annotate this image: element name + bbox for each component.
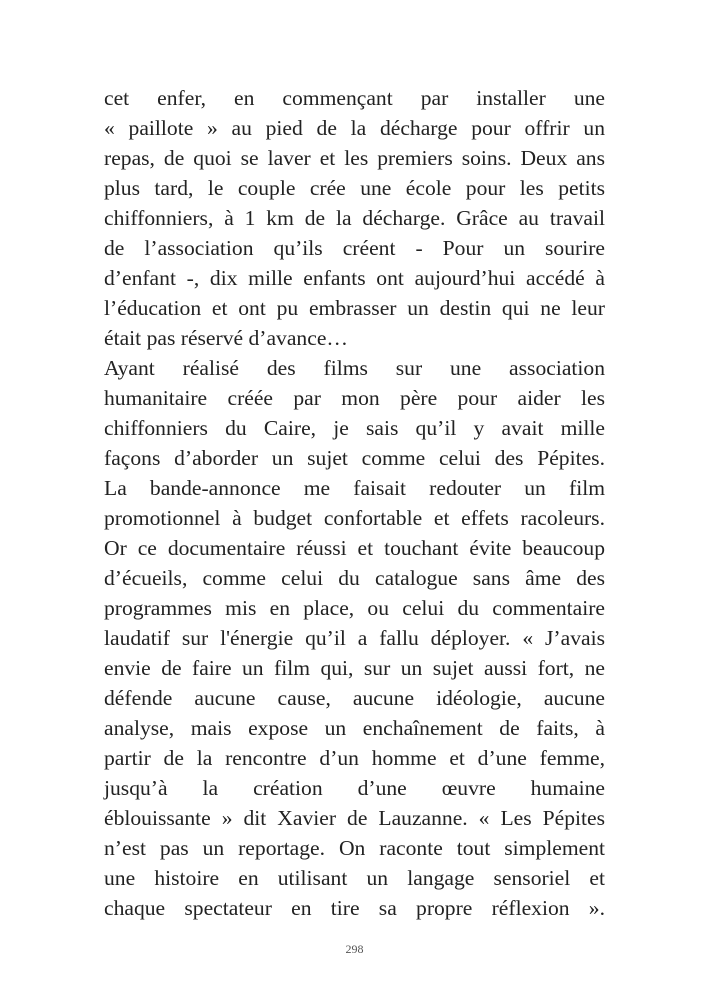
text-line: plus tard, le couple crée une école pour les petits [104, 176, 605, 200]
text-line: l’éducation et ont pu embrasser un destin qui ne leur [104, 296, 605, 320]
text-line: chiffonniers, à 1 km de la décharge. Grâce au travail [104, 206, 605, 230]
text-line: Ayant réalisé des films sur une association [104, 356, 605, 380]
text-line: analyse, mais expose un enchaînement de faits, à [104, 716, 605, 740]
text-line: repas, de quoi se laver et les premiers soins. Deux ans [104, 146, 605, 170]
text-line: éblouissante » dit Xavier de Lauzanne. « Les Pépites [104, 806, 605, 830]
text-line: humanitaire créée par mon père pour aider les [104, 386, 605, 410]
paragraph-1 [104, 83, 605, 353]
text-line: « paillote » au pied de la décharge pour offrir un [104, 116, 605, 140]
text-line: envie de faire un film qui, sur un sujet aussi fort, ne [104, 656, 605, 680]
text-line: de l’association qu’ils créent - Pour un sourire [104, 236, 605, 260]
text-line: chaque spectateur en tire sa propre réflexion ». [104, 896, 605, 920]
body-text [104, 83, 605, 923]
text-line: façons d’aborder un sujet comme celui des Pépites. [104, 446, 605, 470]
page-number: 298 [345, 942, 364, 956]
text-line: d’écueils, comme celui du catalogue sans âme des [104, 566, 605, 590]
text-line: La bande-annonce me faisait redouter un film [104, 476, 605, 500]
text-line: chiffonniers du Caire, je sais qu’il y avait mille [104, 416, 605, 440]
text-line: n’est pas un reportage. On raconte tout simplement [104, 836, 605, 860]
text-line: Or ce documentaire réussi et touchant évite beaucoup [104, 536, 605, 560]
text-line: laudatif sur l'énergie qu’il a fallu déployer. « J’avais [104, 626, 605, 650]
text-line: jusqu’à la création d’une œuvre humaine [104, 776, 605, 800]
text-line: promotionnel à budget confortable et effets racoleurs. [104, 506, 605, 530]
text-line: d’enfant -, dix mille enfants ont aujourd’hui accédé à [104, 266, 605, 290]
text-line: était pas réservé d’avance… [104, 326, 348, 350]
text-line: une histoire en utilisant un langage sensoriel et [104, 866, 605, 890]
text-line: défende aucune cause, aucune idéologie, aucune [104, 686, 605, 710]
text-line: partir de la rencontre d’un homme et d’une femme, [104, 746, 605, 770]
text-line: programmes mis en place, ou celui du commentaire [104, 596, 605, 620]
text-line: cet enfer, en commençant par installer une [104, 86, 605, 110]
paragraph-2 [104, 353, 605, 923]
